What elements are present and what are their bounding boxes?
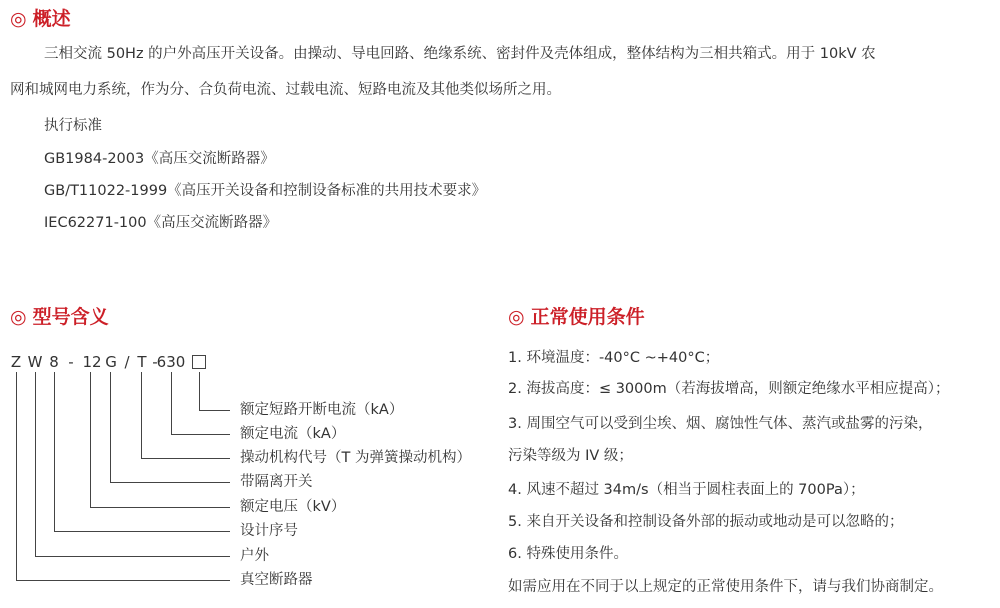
condition-item: 如需应用在不同于以上规定的正常使用条件下，请与我们协商制定。 <box>508 579 943 595</box>
model-char: G <box>105 353 117 371</box>
model-label: 设计序号 <box>240 523 298 539</box>
condition-item: 6. 特殊使用条件。 <box>508 546 628 562</box>
model-title: 型号含义 <box>32 306 109 328</box>
model-char: 12 <box>82 353 102 371</box>
condition-item: 1. 环境温度：-40°C ~+40°C； <box>508 350 720 366</box>
condition-item: 4. 风速不超过 34m/s（相当于圆柱表面上的 700Pa）； <box>508 482 865 498</box>
overview-paragraph-line1: 三相交流 50Hz 的户外高压开关设备。由操动、导电回路、绝缘系统、密封件及壳体组成，整体结构为三相共箱式。用于 10kV 农 <box>44 46 876 62</box>
model-char: Z <box>10 353 22 371</box>
model-char: T <box>137 353 147 371</box>
overview-title: 概述 <box>32 8 71 30</box>
model-char: 8 <box>49 353 59 371</box>
standards-label: 执行标准 <box>44 118 102 134</box>
model-label: 真空断路器 <box>240 572 313 588</box>
model-char: W <box>27 353 43 371</box>
condition-item: 5. 来自开关设备和控制设备外部的振动或地动是可以忽略的； <box>508 514 904 530</box>
model-char: - <box>68 353 74 371</box>
model-char: 630 <box>156 353 186 371</box>
model-char: / <box>124 353 130 371</box>
standard-item: GB/T11022-1999《高压开关设备和控制设备标准的共用技术要求》 <box>44 183 487 199</box>
model-label: 户外 <box>240 548 269 564</box>
circle-bullet-icon: ◎ <box>10 8 27 30</box>
model-label: 额定电压（kV） <box>240 499 346 515</box>
conditions-heading <box>508 305 645 329</box>
model-heading <box>10 305 109 329</box>
model-char: - <box>152 353 158 371</box>
placeholder-box-icon <box>192 355 206 369</box>
condition-item: 3. 周围空气可以受到尘埃、烟、腐蚀性气体、蒸汽或盐雾的污染， <box>508 416 933 432</box>
circle-bullet-icon: ◎ <box>508 306 525 328</box>
model-label: 操动机构代号（T 为弹簧操动机构） <box>240 450 471 466</box>
model-label: 额定电流（kA） <box>240 426 346 442</box>
standard-item: IEC62271-100《高压交流断路器》 <box>44 215 278 231</box>
overview-heading <box>10 7 71 31</box>
circle-bullet-icon: ◎ <box>10 306 27 328</box>
overview-paragraph-line2: 网和城网电力系统，作为分、合负荷电流、过载电流、短路电流及其他类似场所之用。 <box>10 82 561 98</box>
conditions-title: 正常使用条件 <box>530 306 645 328</box>
model-label: 额定短路开断电流（kA） <box>240 402 404 418</box>
condition-item: 污染等级为 IV 级； <box>508 448 633 464</box>
condition-item: 2. 海拔高度：≤ 3000m（若海拔增高，则额定绝缘水平相应提高）； <box>508 381 950 397</box>
standard-item: GB1984-2003《高压交流断路器》 <box>44 151 275 167</box>
bracket-line <box>16 372 230 581</box>
model-label: 带隔离开关 <box>240 474 313 490</box>
